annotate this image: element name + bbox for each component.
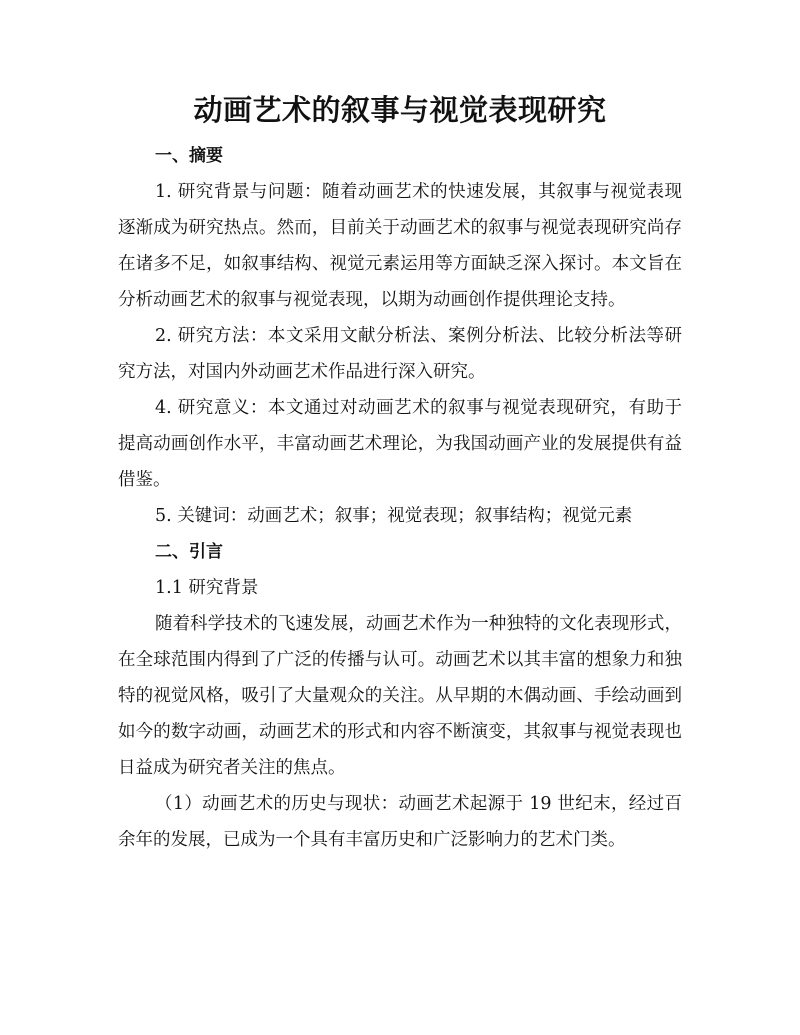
document-body xyxy=(118,88,682,858)
abstract-item-background: 1. 研究背景与问题：随着动画艺术的快速发展，其叙事与视觉表现逐渐成为研究热点。然而，目前关于动画艺术的叙事与视觉表现研究尚存在诸多不足，如叙事结构、视觉元素运用等方面缺乏深入探讨。本文旨在分析动画艺术的叙事与视觉表现，以期为动画创作提供理论支持。 xyxy=(118,182,682,310)
abstract-item-significance: 4. 研究意义：本文通过对动画艺术的叙事与视觉表现研究，有助于提高动画创作水平，丰富动画艺术理论，为我国动画产业的发展提供有益借鉴。 xyxy=(118,398,682,490)
abstract-item-method: 2. 研究方法：本文采用文献分析法、案例分析法、比较分析法等研究方法，对国内外动画艺术作品进行深入研究。 xyxy=(118,326,682,382)
section-heading-introduction: 二、引言 xyxy=(155,542,223,562)
document-title: 动画艺术的叙事与视觉表现研究 xyxy=(193,93,607,127)
intro-paragraph: 随着科学技术的飞速发展，动画艺术作为一种独特的文化表现形式，在全球范围内得到了广泛的传播与认可。动画艺术以其丰富的想象力和独特的视觉风格，吸引了大量观众的关注。从早期的木偶动画、手绘动画到如今的数字动画，动画艺术的形式和内容不断演变，其叙事与视觉表现也日益成为研究者关注的焦点。 xyxy=(118,614,682,778)
section-heading-abstract: 一、摘要 xyxy=(155,146,223,166)
subsection-heading-background: 1.1 研究背景 xyxy=(155,578,259,598)
intro-paragraph: （1）动画艺术的历史与现状：动画艺术起源于 19 世纪末，经过百余年的发展，已成为一个具有丰富历史和广泛影响力的艺术门类。 xyxy=(118,794,682,850)
abstract-item-keywords: 5. 关键词：动画艺术；叙事；视觉表现；叙事结构；视觉元素 xyxy=(155,506,633,526)
